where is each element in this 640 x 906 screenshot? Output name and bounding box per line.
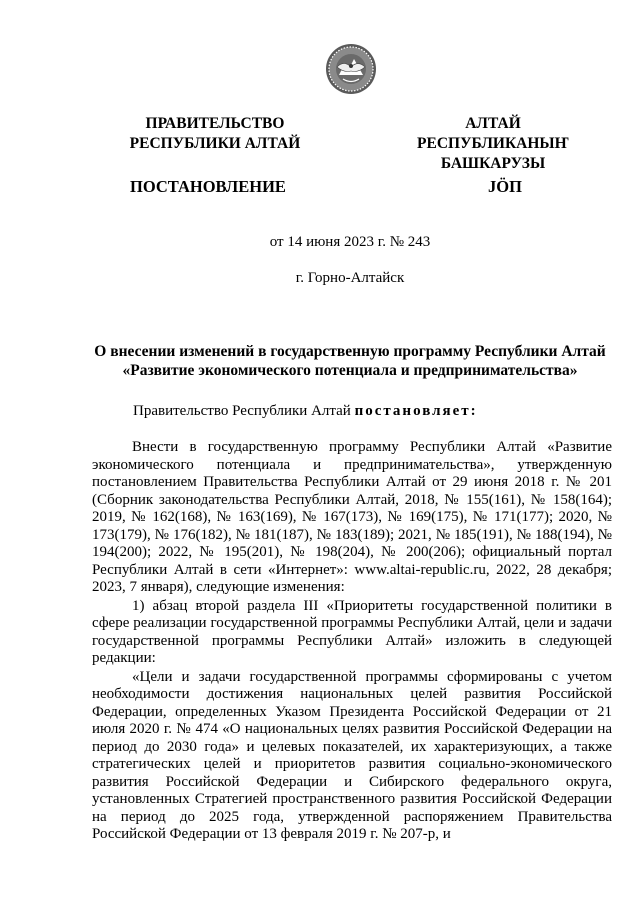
header-right-line-1: АЛТАЙ РЕСПУБЛИКАНЫҤ <box>417 115 569 152</box>
decree-word: постановляет: <box>354 403 478 419</box>
document-date-number: от 14 июня 2023 г. № 243 <box>269 234 431 250</box>
document-city: г. Горно-Алтайск <box>295 270 405 286</box>
body-paragraph: 1) абзац второй раздела III «Приоритеты государственной политики в сфере реализации государственной программы Республики Алтай, цели и задачи государственной программы Республики Алтай» изложить в следующей редакции: <box>92 597 612 666</box>
document-subject <box>60 342 640 380</box>
body-paragraph: «Цели и задачи государственной программы сформированы с учетом необходимости достижения национальных целей развития Российской Федерации, определенных Указом Президента Российской Федерации от 21 июля 2020 г. № 474 «О национальных целях развития Российской Федерации на период до 2030 года» и целевых показателей, их характеризующих, а также стратегических целей и приоритетов развития социально-экономического развития Российской Федерации и Сибирского федерального округа, установленных Стратегией пространственного развития Российской Федерации на период до 2025 года, утвержденной распоряжением Правительства Российской Федерации от 13 февраля 2019 г. № 207-р, и <box>92 668 612 842</box>
document-body <box>92 439 612 844</box>
subject-line-1: О внесении изменений в государственную программу Республики Алтай <box>94 343 606 360</box>
header-right-line-2: БАШКАРУЗЫ <box>440 155 546 172</box>
header-left-line-2: РЕСПУБЛИКИ АЛТАЙ <box>129 135 301 152</box>
doc-type-russian: ПОСТАНОВЛЕНИЕ <box>130 177 286 196</box>
republic-emblem-icon <box>325 43 377 95</box>
header-left <box>115 114 315 154</box>
doc-type-altai: JÖП <box>488 177 522 196</box>
subject-line-2: «Развитие экономического потенциала и предпринимательства» <box>122 362 578 379</box>
body-paragraph: Внести в государственную программу Республики Алтай «Развитие экономического потенциала и предпринимательства», утвержденную постановлением Правительства Республики Алтай от 29 июня 2018 г. № 201 (Сборник законодательства Республики Алтай, 2018, № 155(161), № 158(164); 2019, № 162(168), № 163(169), № 167(173), № 169(175), № 171(177); 2020, № 173(179), № 176(182), № 181(187), № 183(189); 2021, № 185(191), № 188(194), № 194(200); 2022, № 195(201), № 198(204), № 200(206); официальный портал Республики Алтай в сети «Интернет»: www.altai-republic.ru, 2022, 28 декабря; 2023, 7 января), следующие изменения: <box>92 439 612 595</box>
preamble-text: Правительство Республики Алтай <box>133 403 355 419</box>
preamble <box>133 403 478 420</box>
header-left-line-1: ПРАВИТЕЛЬСТВО <box>145 115 285 132</box>
header-right <box>388 114 598 174</box>
